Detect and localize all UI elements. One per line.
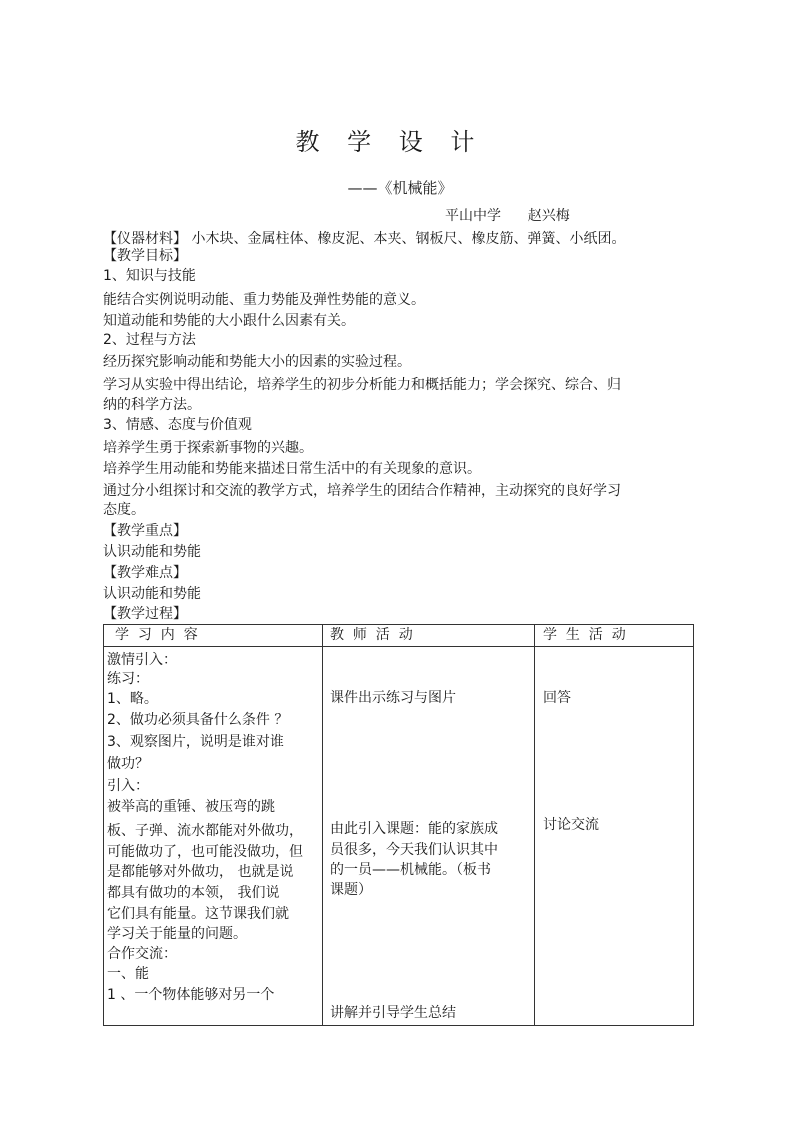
- content-line: 是都能够对外做功， 也就是说: [107, 864, 294, 880]
- content-line: 做功？: [107, 756, 149, 772]
- teacher-line: 课题）: [330, 882, 372, 898]
- header-student-activity: 学 生 活 动: [543, 627, 626, 643]
- student-line: 回答: [543, 690, 571, 706]
- body-line: 认识动能和势能: [103, 544, 201, 560]
- body-line: 态度。: [103, 502, 145, 518]
- content-line: 激情引入：: [107, 652, 177, 668]
- content-line: 它们具有能量。这节课我们就: [107, 906, 289, 922]
- student-line: 讨论交流: [543, 817, 599, 833]
- subsection-heading: 1、知识与技能: [103, 268, 196, 284]
- doc-author: 平山中学 赵兴梅: [445, 208, 570, 224]
- body-line: 知道动能和势能的大小跟什么因素有关。: [103, 313, 355, 329]
- section-heading: 【教学难点】: [103, 565, 187, 581]
- header-learning-content: 学 习 内 容: [115, 627, 198, 643]
- body-line: 认识动能和势能: [103, 586, 201, 602]
- content-line: 1、略。: [107, 691, 158, 707]
- doc-subtitle: ——《机械能》: [347, 179, 453, 197]
- section-heading: 【教学过程】: [103, 606, 187, 622]
- teacher-line: 员很多，今天我们认识其中: [330, 842, 498, 858]
- header-teacher-activity: 教 师 活 动: [330, 627, 413, 643]
- materials-line: 【仪器材料】 小木块、金属柱体、橡皮泥、本夹、钢板尺、橡皮筋、弹簧、小纸团。: [103, 231, 626, 247]
- content-line: 可能做功了，也可能没做功，但: [107, 844, 303, 860]
- content-line: 学习关于能量的问题。: [107, 926, 247, 942]
- section-heading: 【教学目标】: [103, 248, 187, 264]
- content-line: 2、做功必须具备什么条件 ？: [107, 712, 289, 728]
- subsection-heading: 2、过程与方法: [103, 332, 196, 348]
- content-line: 被举高的重锤、被压弯的跳: [107, 799, 275, 815]
- body-line: 经历探究影响动能和势能大小的因素的实验过程。: [103, 354, 411, 370]
- content-line: 练习：: [107, 671, 149, 687]
- body-line: 学习从实验中得出结论，培养学生的初步分析能力和概括能力；学会探究、综合、归: [103, 377, 621, 393]
- body-line: 培养学生用动能和势能来描述日常生活中的有关现象的意识。: [103, 461, 481, 477]
- body-line: 通过分小组探讨和交流的教学方式，培养学生的团结合作精神，主动探究的良好学习: [103, 483, 621, 499]
- content-line: 3、观察图片，说明是谁对谁: [107, 734, 284, 750]
- content-line: 1 、一个物体能够对另一个: [107, 987, 275, 1003]
- teacher-line: 由此引入课题：能的家族成: [330, 821, 498, 837]
- content-line: 一、能: [107, 966, 149, 982]
- content-line: 都具有做功的本领， 我们说: [107, 885, 280, 901]
- content-line: 板、子弹、流水都能对外做功，: [107, 823, 303, 839]
- body-line: 能结合实例说明动能、重力势能及弹性势能的意义。: [103, 292, 425, 308]
- doc-title: 教 学 设 计: [295, 128, 485, 156]
- content-line: 合作交流：: [107, 946, 177, 962]
- teacher-line: 的一员——机械能。（板书: [330, 862, 491, 878]
- teacher-line: 讲解并引导学生总结: [330, 1005, 456, 1021]
- teacher-line: 课件出示练习与图片: [330, 690, 456, 706]
- body-line: 纳的科学方法。: [103, 397, 201, 413]
- subsection-heading: 3、情感、态度与价值观: [103, 417, 252, 433]
- section-heading: 【教学重点】: [103, 523, 187, 539]
- body-line: 培养学生勇于探索新事物的兴趣。: [103, 440, 313, 456]
- content-line: 引入：: [107, 778, 149, 794]
